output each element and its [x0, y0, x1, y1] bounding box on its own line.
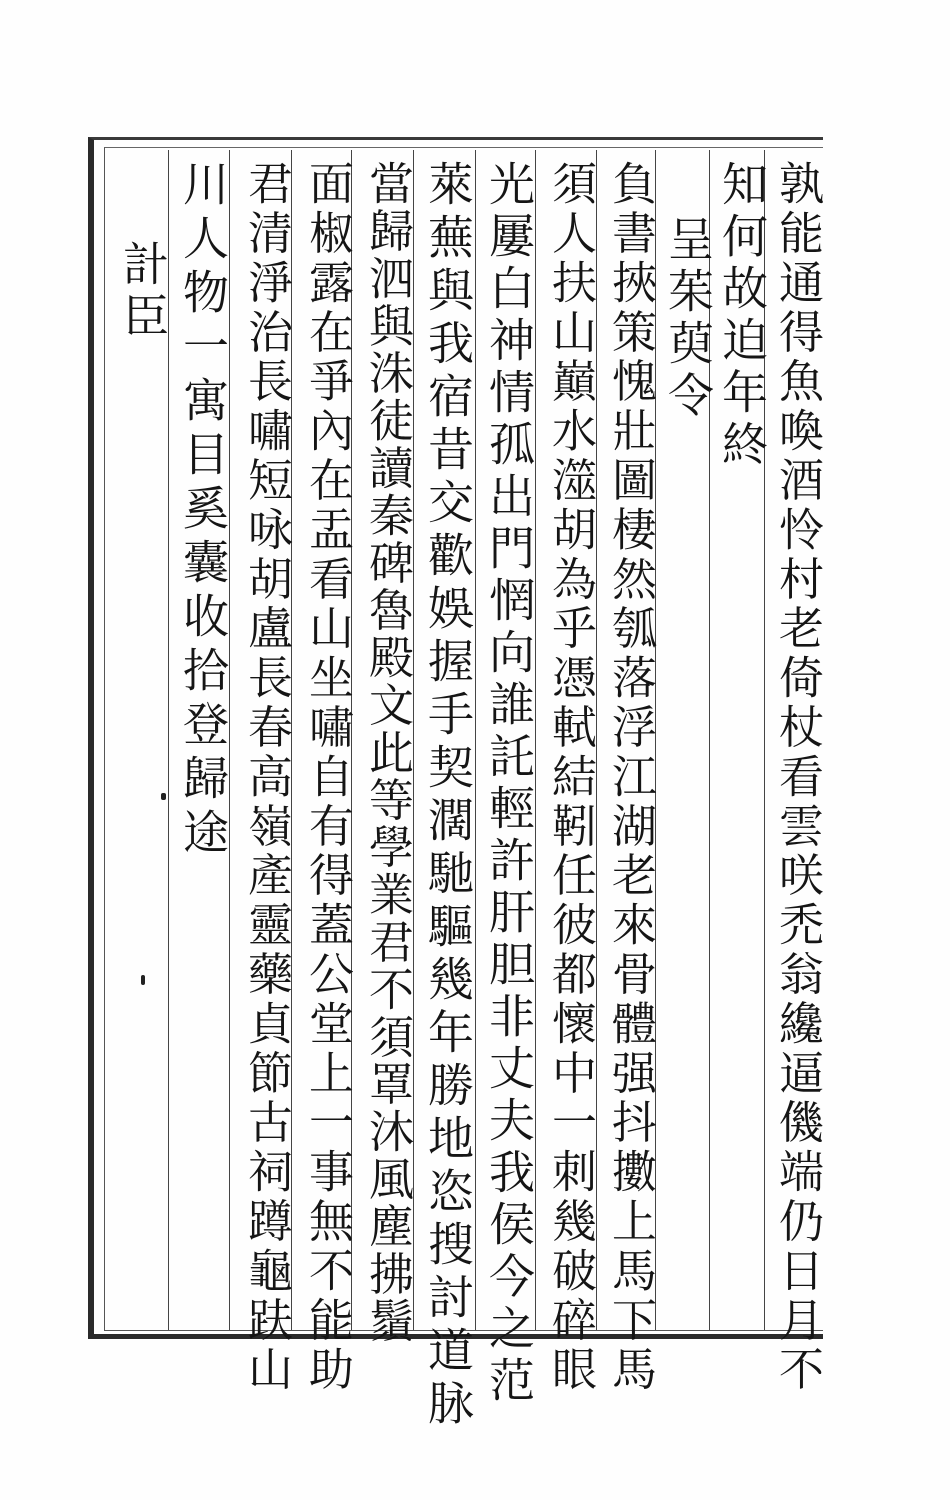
text-column-10: 君清淨治長嘯短咏胡盧長春高嶺產靈藥貞節古祠蹲龜趺山	[240, 160, 293, 1395]
text-column-2: 知何故迫年終	[715, 160, 769, 472]
text-column-3: 呈茱萸令	[661, 215, 715, 423]
text-column-7: 萊蕪與我宿昔交歡娛握手契濶馳驅幾年勝地恣搜討道脉	[421, 160, 475, 1432]
text-column-12: 計臣	[116, 240, 170, 344]
text-column-1: 孰能通得魚喚酒怜村老倚杖看雲咲禿翁纔逼僟端仍日月不	[771, 160, 824, 1395]
ink-speck	[161, 793, 166, 800]
ink-speck	[141, 975, 145, 985]
text-column-4: 負書挾策愧壯圖棲然瓠落浮江湖老來骨體强抖擻上馬下馬	[604, 160, 657, 1395]
text-column-11: 川人物一寓目奚囊收拾登歸途	[176, 160, 230, 862]
text-column-9: 面椒露在爭內在盂看山坐嘯自有得蓋公堂上一事無不能助	[301, 160, 354, 1395]
text-column-6: 光屢白神情孤出門惘向誰託輕許肝胆非丈夫我侯今之范	[482, 160, 536, 1408]
text-column-5: 須人扶山巔水澨胡為乎憑軾結靷任彼都懷中一刺幾破碎眼	[544, 160, 597, 1395]
text-column-8: 當歸泗與洙徒讀秦碑魯殿文此等學業君不須罩沐風塵拂鬚	[361, 160, 414, 1345]
